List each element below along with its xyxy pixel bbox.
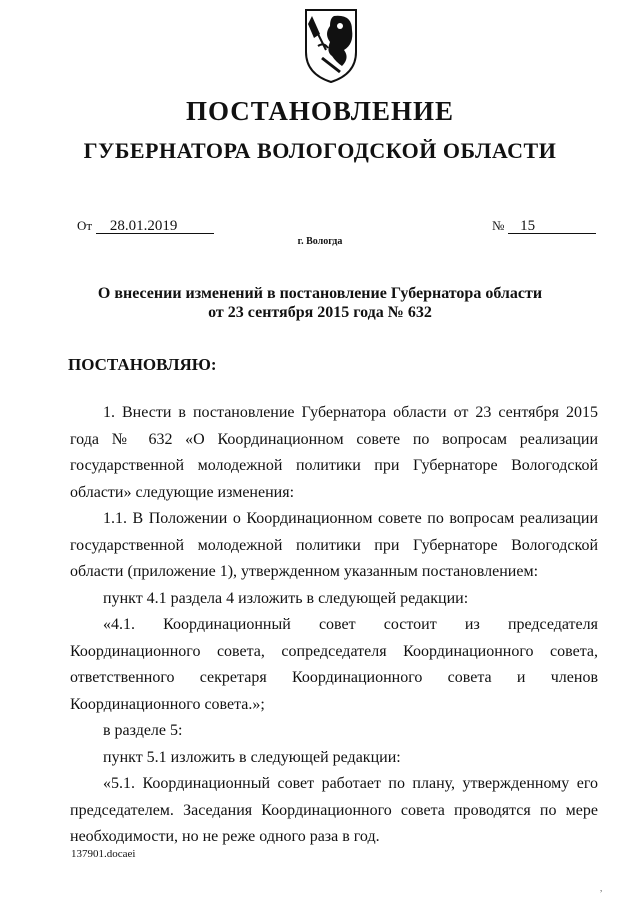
paragraph: в разделе 5: <box>103 722 183 739</box>
city-label: г. Вологда <box>297 236 343 247</box>
scan-mark: , <box>600 883 603 893</box>
number-value: 15 <box>508 219 596 234</box>
decree-heading: ПОСТАНОВЛЯЮ: <box>68 355 217 374</box>
date-field <box>77 218 214 235</box>
document-subject <box>0 284 640 322</box>
coat-of-arms-icon <box>300 6 362 84</box>
subject-line-2: от 23 сентября 2015 года № 632 <box>208 304 432 321</box>
document-title: ПОСТАНОВЛЕНИЕ <box>185 96 455 126</box>
document-subtitle: ГУБЕРНАТОРА ВОЛОГОДСКОЙ ОБЛАСТИ <box>83 138 557 163</box>
paragraph: «5.1. Координационный совет работает по плану, утвержденному его председателем. Заседания Координационного совета проводятся по мере необходимости, но не реже одного раза в год. <box>70 775 598 845</box>
file-name-footer: 137901.docaei <box>71 848 136 860</box>
date-value: 28.01.2019 <box>96 219 214 234</box>
paragraph: 1. Внести в постановление Губернатора области от 23 сентября 2015 года № 632 «О Координационном совете по вопросам реализации государственной молодежной политики при Губернаторе Вологодской области» следующие изменения: <box>70 404 598 501</box>
number-label: № <box>492 218 505 233</box>
document-body <box>70 400 598 851</box>
date-label: От <box>77 218 93 233</box>
paragraph: пункт 5.1 изложить в следующей редакции: <box>103 748 401 766</box>
paragraph: 1.1. В Положении о Координационном совете по вопросам реализации государственной молодежной политики при Губернаторе Вологодской области (приложение 1), утвержденном указанным постановлением: <box>70 510 598 580</box>
paragraph: «4.1. Координационный совет состоит из председателя Координационного совета, сопредседателя Координационного совета, ответственного секретаря Координационного совета и членов Координационного совета.»; <box>70 616 598 713</box>
paragraph: пункт 4.1 раздела 4 изложить в следующей редакции: <box>103 589 469 607</box>
number-field <box>492 218 596 235</box>
subject-line-1: О внесении изменений в постановление Губернатора области <box>97 285 543 302</box>
